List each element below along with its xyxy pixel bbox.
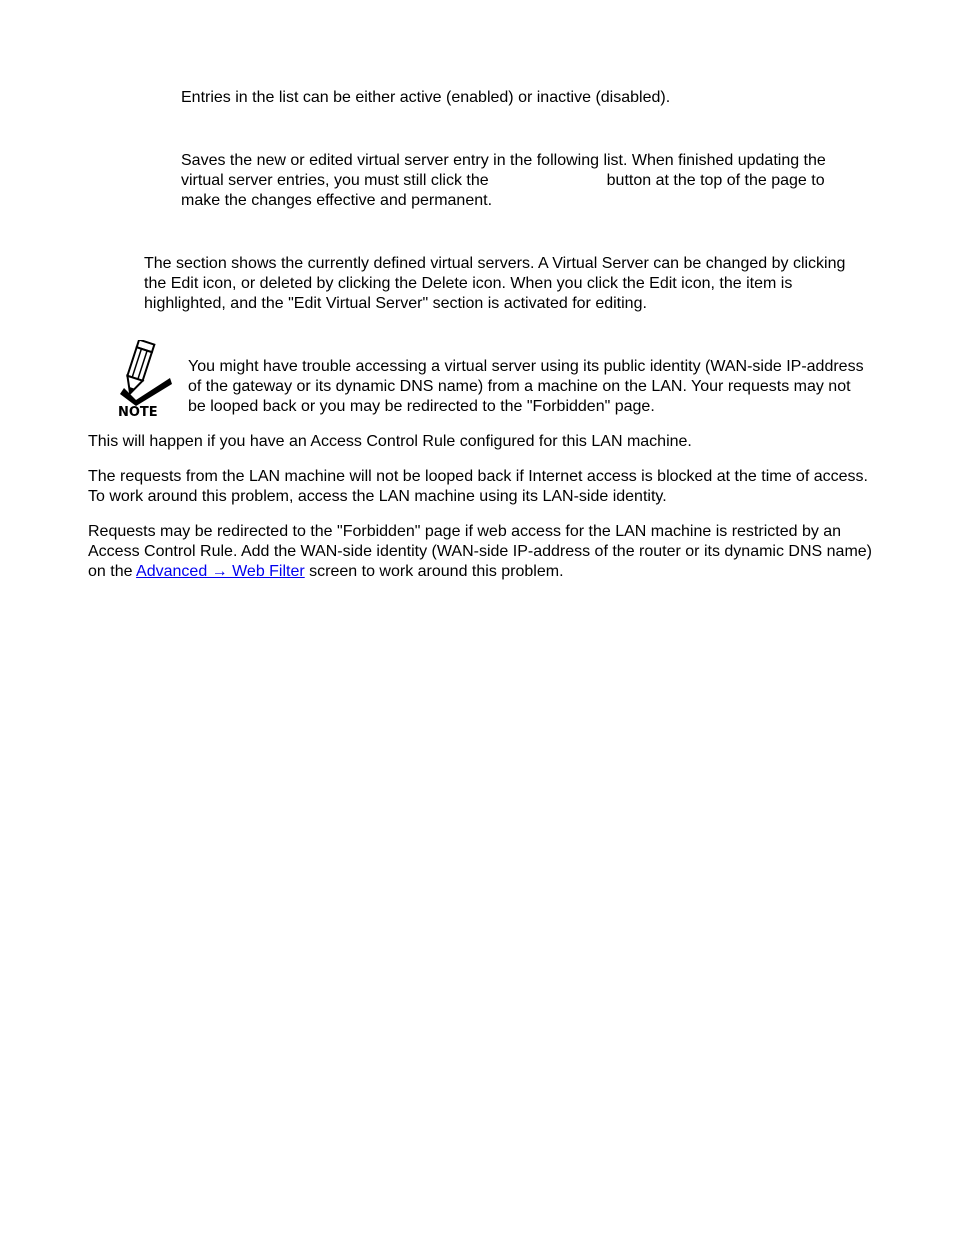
saves-text-1: Saves the new or edited virtual server entry in the following list. When finished updating the virtual server entries, you must still click the (181, 152, 826, 189)
saves-paragraph (181, 151, 861, 211)
requests-paragraph: The requests from the LAN machine will not be looped back if Internet access is blocked at the time of access. To work around this problem, access the LAN machine using its LAN-side identity. (88, 468, 868, 505)
note-paragraph: You might have trouble accessing a virtual server using its public identity (WAN-side IP-address of the gateway or its dynamic DNS name) from a machine on the LAN. Your requests may not be looped back or you may be redirected to the "Forbidden" page. (188, 358, 864, 415)
redirect-text-after: screen to work around this problem. (309, 563, 564, 580)
happen-paragraph: This will happen if you have an Access Control Rule configured for this LAN machine. (88, 433, 692, 450)
pencil-note-icon (108, 340, 174, 420)
advanced-web-filter-link[interactable]: Advanced → Web Filter (136, 563, 305, 580)
redirect-text-before: Requests may be redirected to the "Forbidden" page if web access for the LAN machine is restricted by an Access Control Rule. Add the WAN-side identity (WAN-side IP-address of the router or its dynamic DNS name) on the (88, 523, 872, 580)
section-paragraph: The section shows the currently defined virtual servers. A Virtual Server can be changed by clicking the Edit icon, or deleted by clicking the Delete icon. When you click the Edit icon, the item is highlighted, and the "Edit Virtual Server" section is activated for editing. (144, 255, 846, 312)
entries-paragraph: Entries in the list can be either active (enabled) or inactive (disabled). (181, 89, 671, 106)
redirect-paragraph (88, 522, 878, 582)
saves-text-2: button at the top of the page to make the changes effective and permanent. (181, 172, 825, 209)
note-icon-label: NOTE (118, 405, 158, 420)
